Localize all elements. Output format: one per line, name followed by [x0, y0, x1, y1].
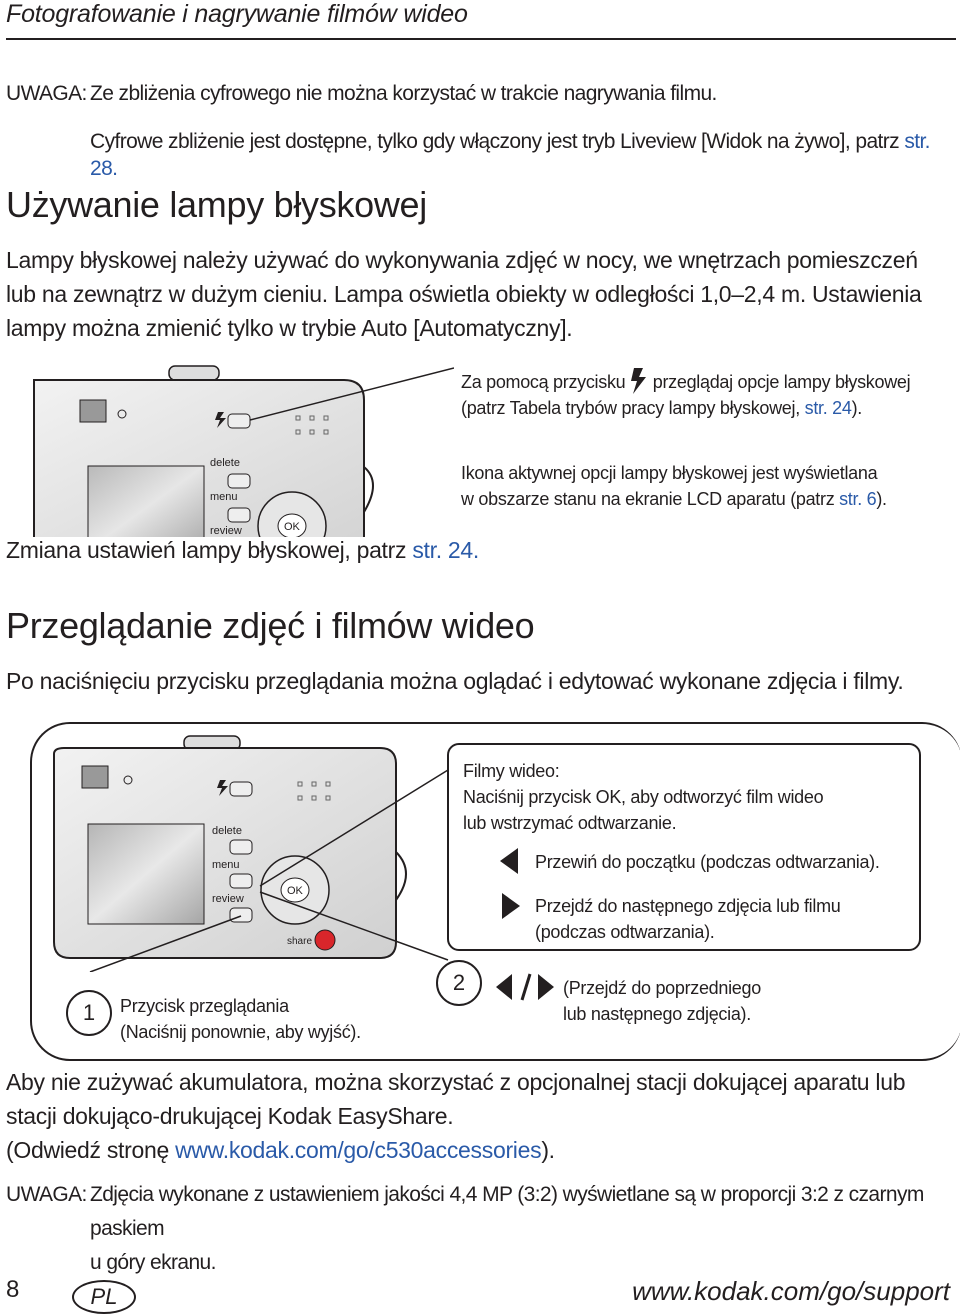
review-intro: Po naciśnięciu przycisku przeglądania można oglądać i edytować wykonane zdjęcia i filmy. [6, 668, 904, 694]
rewind-text: Przewiń do początku (podczas odtwarzania). [535, 852, 880, 872]
video-line-2: lub wstrzymać odtwarzanie. [463, 813, 677, 833]
page-link-24[interactable]: str. 24 [804, 398, 852, 418]
language-badge: PL [72, 1280, 136, 1314]
review-button[interactable] [230, 908, 252, 922]
menu-button[interactable] [230, 874, 252, 888]
page-number: 8 [6, 1276, 20, 1303]
callout-number-1: 1 [66, 990, 112, 1036]
running-header: Fotografowanie i nagrywanie filmów wideo [6, 0, 468, 28]
rewind-arrow-icon [500, 848, 520, 874]
next-arrow-icon [500, 893, 520, 919]
flash-heading: Używanie lampy błyskowej [6, 184, 427, 225]
delete-button[interactable] [228, 474, 250, 488]
delete-button[interactable] [230, 840, 252, 854]
video-line-1: Naciśnij przycisk OK, aby odtworzyć film wideo [463, 787, 824, 807]
note-label: UWAGA: [6, 82, 87, 105]
video-callout-text [463, 758, 903, 836]
note-bottom: UWAGA: Zdjęcia wykonane z ustawieniem jakości 4,4 MP (3:2) wyświetlane są w proporcji 3:2 z czarnym paskiem u góry ekranu. [6, 1178, 956, 1280]
note-label: UWAGA: [6, 1183, 87, 1206]
flash-icon [630, 368, 648, 394]
lcd-screen [88, 466, 204, 542]
review-heading: Przeglądanie zdjęć i filmów wideo [6, 605, 535, 646]
ok-label: OK [284, 521, 300, 533]
next-text: Przejdź do następnego zdjęcia lub filmu (podczas odtwarzania). [535, 896, 841, 942]
note-line-1: Ze zbliżenia cyfrowego nie można korzystać w trakcie nagrywania filmu. [90, 82, 717, 105]
page-link-28[interactable]: str. 28. [90, 130, 930, 180]
prev-next-callout: (Przejdź do poprzedniego lub następnego zdjęcia). [563, 978, 761, 1024]
review-button-callout: Przycisk przeglądania (Naciśnij ponownie, aby wyjść). [120, 996, 361, 1042]
delete-label: delete [212, 825, 242, 837]
page-link-24-caption[interactable]: str. 24. [412, 537, 479, 563]
delete-label: delete [210, 457, 240, 469]
flash-button[interactable] [228, 414, 250, 428]
flash-callout-1: Za pomocą przycisku przeglądaj opcje lampy błyskowej (patrz Tabela trybów pracy lampy błyskowej, str. 24). [461, 368, 951, 421]
support-url[interactable]: www.kodak.com/go/support [632, 1276, 950, 1306]
lcd-screen [88, 824, 204, 924]
callout-number-2: 2 [436, 960, 482, 1006]
menu-label: menu [210, 491, 238, 503]
flash-callout-2: Ikona aktywnej opcji lampy błyskowej jest wyświetlana w obszarze stanu na ekranie LCD aparatu (patrz str. 6). [461, 463, 887, 509]
share-button[interactable] [315, 930, 335, 950]
camera-back-illustration-flash [14, 362, 454, 542]
flash-button[interactable] [230, 782, 252, 796]
note-top [6, 80, 956, 182]
flash-paragraph: Lampy błyskowej należy używać do wykonywania zdjęć w nocy, we wnętrzach pomieszczeń lub na zewnątrz w dużym cieniu. Lampa oświetla obiekty w odległości 1,0–2,4 m. Ustawienia lampy można zmienić tylko w trybie Auto [Automatyczny]. [6, 247, 922, 341]
ok-label: OK [287, 885, 303, 897]
dock-paragraph: Aby nie zużywać akumulatora, można skorzystać z opcjonalnej stacji dokującej aparatu lub stacji dokująco-drukującej Kodak EasyShare. (Odwiedź stronę www.kodak.com/go/c530accessories). [6, 1069, 906, 1163]
share-label: share [287, 936, 313, 947]
menu-button[interactable] [228, 508, 250, 522]
accessories-link[interactable]: www.kodak.com/go/c530accessories [175, 1137, 542, 1163]
menu-label: menu [212, 859, 240, 871]
header-rule [6, 38, 956, 40]
review-label: review [210, 525, 242, 537]
flash-caption: Zmiana ustawień lampy błyskowej, patrz str. 24. [6, 537, 483, 564]
video-title: Filmy wideo: [463, 761, 560, 781]
left-right-arrows-icon [496, 972, 554, 1002]
note-line-2: Cyfrowe zbliżenie jest dostępne, tylko gdy włączony jest tryb Liveview [Widok na żywo], patrz str. 28. [90, 130, 930, 180]
page-link-6[interactable]: str. 6 [839, 489, 877, 509]
review-label: review [212, 893, 244, 905]
